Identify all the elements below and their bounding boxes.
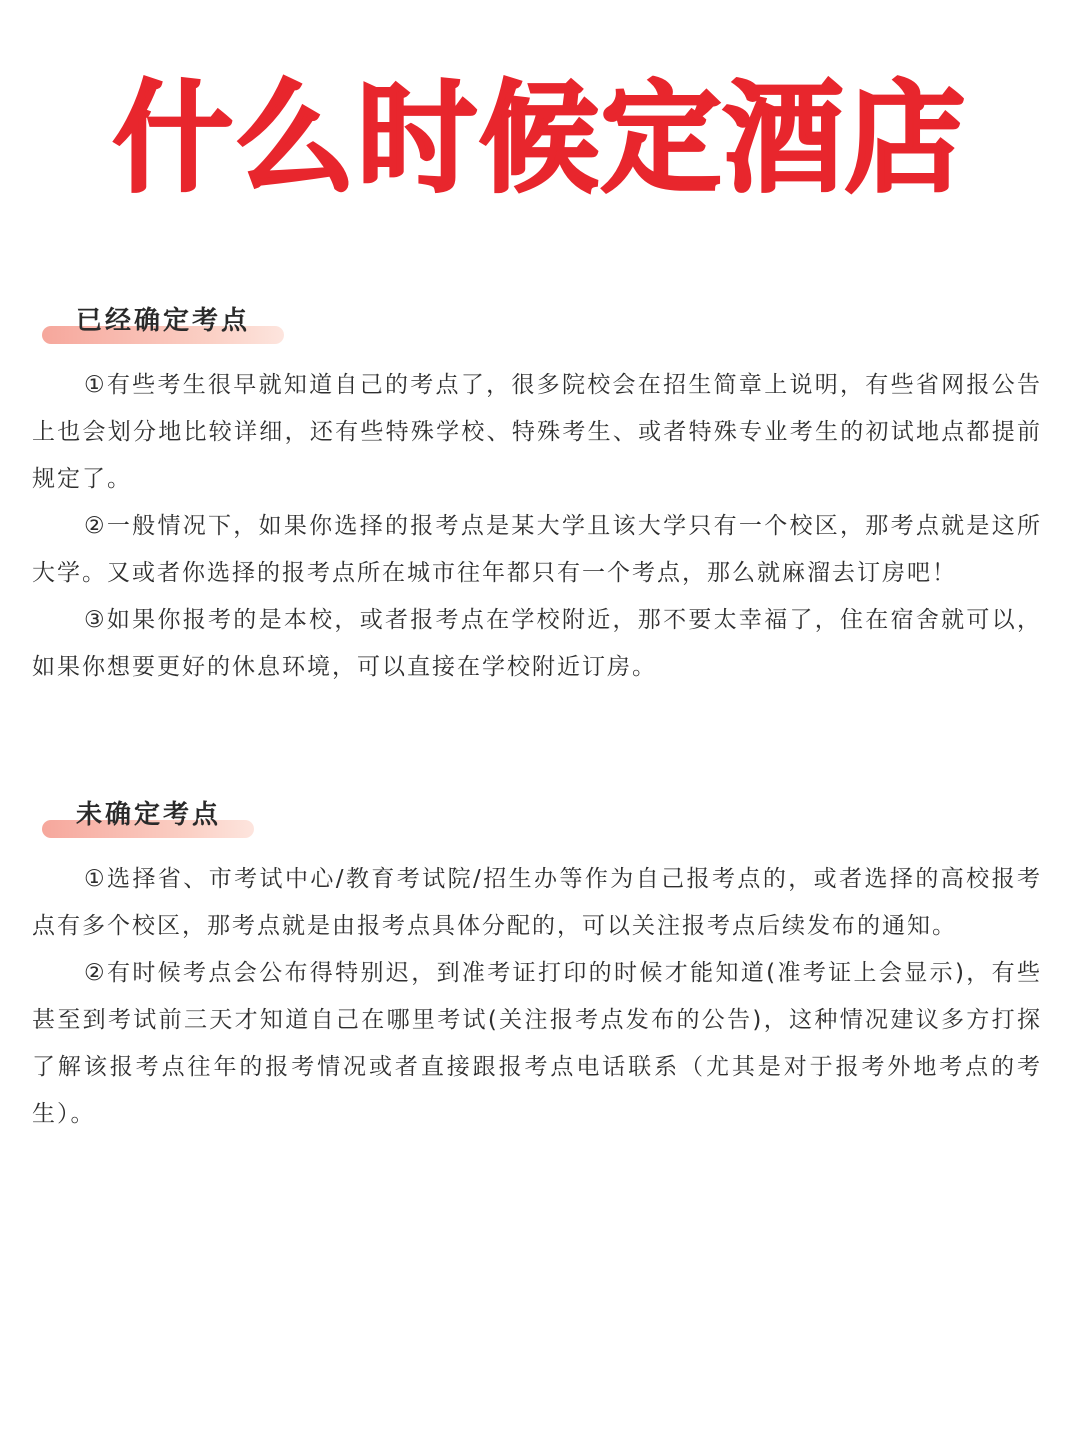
section-heading-confirmed	[42, 304, 284, 344]
paragraph: ③如果你报考的是本校，或者报考点在学校附近，那不要太幸福了，住在宿舍就可以，如果你想要更好的休息环境，可以直接在学校附近订房。	[32, 607, 1042, 680]
section-body-confirmed	[32, 362, 1042, 691]
section-body-unconfirmed	[32, 856, 1042, 1138]
paragraph: ②一般情况下，如果你选择的报考点是某大学且该大学只有一个校区，那考点就是这所大学。又或者你选择的报考点所在城市往年都只有一个考点，那么就麻溜去订房吧！	[32, 513, 1042, 586]
paragraph: ①有些考生很早就知道自己的考点了，很多院校会在招生简章上说明，有些省网报公告上也会划分地比较详细，还有些特殊学校、特殊考生、或者特殊专业考生的初试地点都提前规定了。	[32, 372, 1042, 492]
paragraph: ②有时候考点会公布得特别迟，到准考证打印的时候才能知道(准考证上会显示)，有些甚至到考试前三天才知道自己在哪里考试(关注报考点发布的公告)，这种情况建议多方打探了解该报考点往年的报考情况或者直接跟报考点电话联系（尤其是对于报考外地考点的考生）。	[32, 960, 1042, 1127]
section-heading-unconfirmed	[42, 798, 254, 838]
paragraph: ①选择省、市考试中心/教育考试院/招生办等作为自己报考点的，或者选择的高校报考点有多个校区，那考点就是由报考点具体分配的，可以关注报考点后续发布的通知。	[32, 866, 1042, 939]
page-title: 什么时候定酒店	[113, 70, 967, 209]
section-heading-label: 已经确定考点	[76, 306, 251, 336]
section-heading-label: 未确定考点	[76, 800, 222, 830]
